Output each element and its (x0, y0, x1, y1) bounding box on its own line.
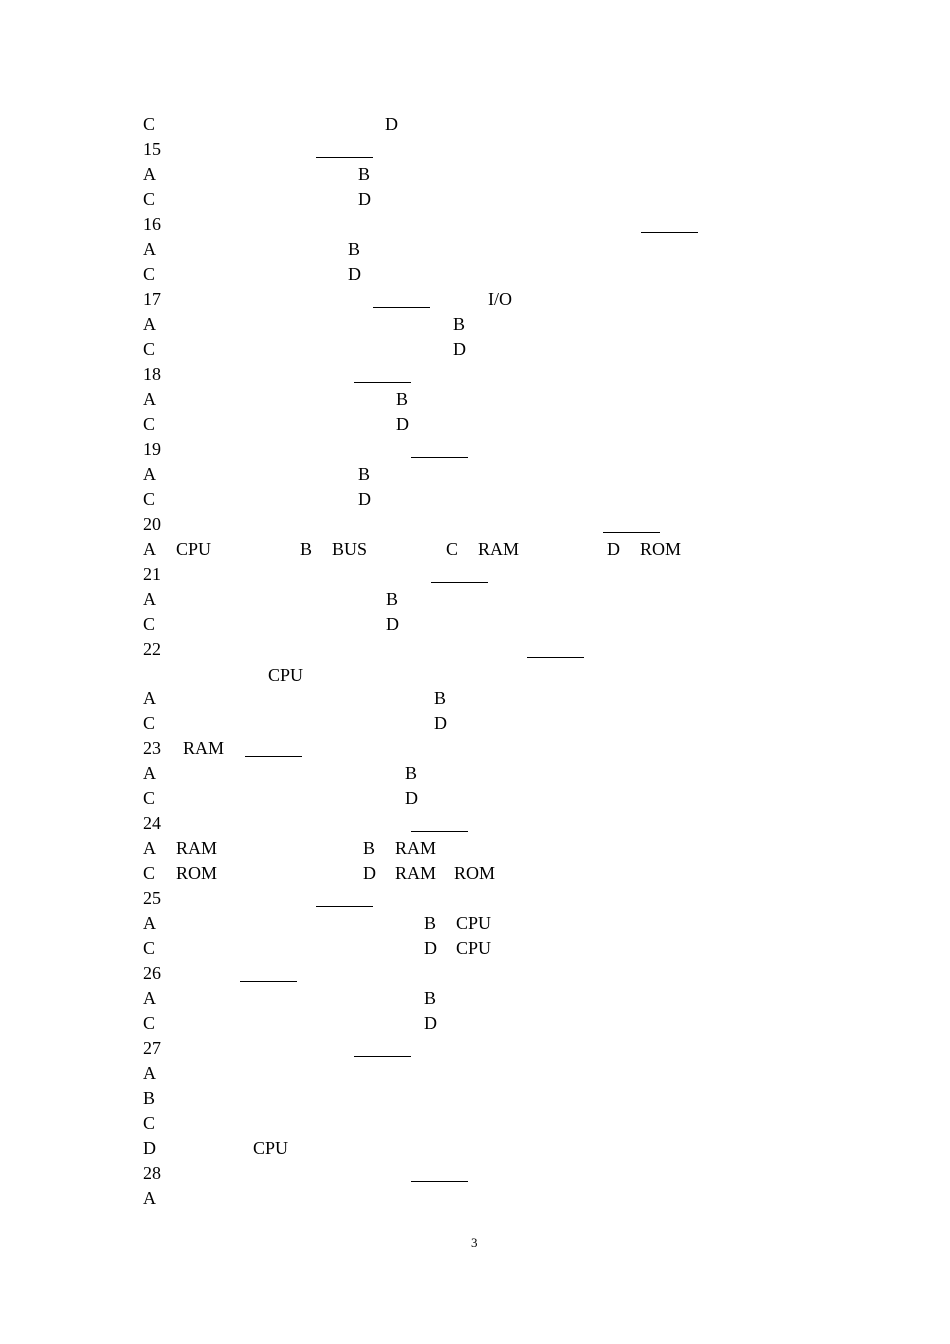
option-letter: C (143, 863, 156, 883)
answer-blank (527, 657, 584, 658)
question-number: 19 (143, 439, 161, 459)
option-letter: B (424, 913, 437, 933)
question-number: 27 (143, 1038, 161, 1058)
option-letter: A (143, 239, 156, 259)
option-letter: A (143, 539, 156, 559)
option-letter: C (143, 1113, 156, 1133)
question-stem-text: I/O (488, 289, 512, 309)
option-letter: A (143, 838, 156, 858)
question-number: 22 (143, 639, 161, 659)
option-letter: D (358, 489, 371, 509)
option-letter: A (143, 688, 156, 708)
answer-blank (603, 532, 660, 533)
answer-blank (373, 307, 430, 308)
answer-blank (411, 1181, 468, 1182)
option-letter: B (396, 389, 409, 409)
question-number: 25 (143, 888, 161, 908)
option-letter: D (396, 414, 409, 434)
option-letter: C (143, 1013, 156, 1033)
option-letter: D (434, 713, 447, 733)
option-letter: A (143, 1063, 156, 1083)
answer-blank (354, 382, 411, 383)
answer-blank (316, 906, 373, 907)
option-letter: C (143, 614, 156, 634)
question-number: 26 (143, 963, 161, 983)
option-letter: D (358, 189, 371, 209)
option-text: RAM (176, 838, 218, 858)
answer-blank (354, 1056, 411, 1057)
answer-blank (431, 582, 488, 583)
option-text: CPU (456, 913, 492, 933)
option-text: ROM (640, 539, 682, 559)
option-letter: D (607, 539, 620, 559)
question-stem-text: RAM (183, 738, 225, 758)
option-letter: D (386, 614, 399, 634)
option-letter: D (453, 339, 466, 359)
option-letter: A (143, 988, 156, 1008)
option-text: RAM ROM (395, 863, 496, 883)
question-number: 28 (143, 1163, 161, 1183)
option-letter: B (348, 239, 361, 259)
option-letter: D (143, 1138, 156, 1158)
question-number: 17 (143, 289, 161, 309)
option-letter: A (143, 763, 156, 783)
option-text: RAM (478, 539, 520, 559)
answer-blank (316, 157, 373, 158)
question-number: 18 (143, 364, 161, 384)
option-letter: B (386, 589, 399, 609)
option-letter: A (143, 464, 156, 484)
question-number: 15 (143, 139, 161, 159)
option-letter: D (363, 863, 376, 883)
option-letter: B (405, 763, 418, 783)
option-text: CPU (176, 539, 212, 559)
option-letter: A (143, 913, 156, 933)
option-letter: C (143, 788, 156, 808)
answer-blank (411, 831, 468, 832)
option-letter: C (143, 489, 156, 509)
option-letter: C (446, 539, 459, 559)
answer-blank (245, 756, 302, 757)
answer-blank (240, 981, 297, 982)
option-letter: C (143, 938, 156, 958)
option-letter: C (143, 114, 156, 134)
option-letter: D (424, 1013, 437, 1033)
option-letter: D (405, 788, 418, 808)
option-letter: C (143, 339, 156, 359)
question-number: 20 (143, 514, 161, 534)
option-text: CPU (456, 938, 492, 958)
option-letter: A (143, 1188, 156, 1208)
answer-blank (411, 457, 468, 458)
question-number: 24 (143, 813, 161, 833)
option-letter: C (143, 264, 156, 284)
option-text: BUS (332, 539, 368, 559)
option-letter: D (385, 114, 398, 134)
option-text: RAM (395, 838, 437, 858)
option-letter: B (453, 314, 466, 334)
option-letter: C (143, 713, 156, 733)
page-number: 3 (471, 1235, 478, 1250)
question-stem-text: CPU (268, 665, 304, 685)
option-letter: B (434, 688, 447, 708)
option-letter: A (143, 314, 156, 334)
option-text: CPU (253, 1138, 289, 1158)
question-number: 16 (143, 214, 161, 234)
option-letter: C (143, 414, 156, 434)
option-letter: B (143, 1088, 156, 1108)
question-number: 23 (143, 738, 161, 758)
option-letter: B (358, 464, 371, 484)
option-letter: A (143, 589, 156, 609)
option-letter: A (143, 164, 156, 184)
option-letter: D (348, 264, 361, 284)
answer-blank (641, 232, 698, 233)
option-letter: B (358, 164, 371, 184)
option-letter: D (424, 938, 437, 958)
option-letter: C (143, 189, 156, 209)
option-letter: B (300, 539, 313, 559)
question-number: 21 (143, 564, 161, 584)
option-letter: B (363, 838, 376, 858)
option-letter: B (424, 988, 437, 1008)
option-text: ROM (176, 863, 218, 883)
option-letter: A (143, 389, 156, 409)
